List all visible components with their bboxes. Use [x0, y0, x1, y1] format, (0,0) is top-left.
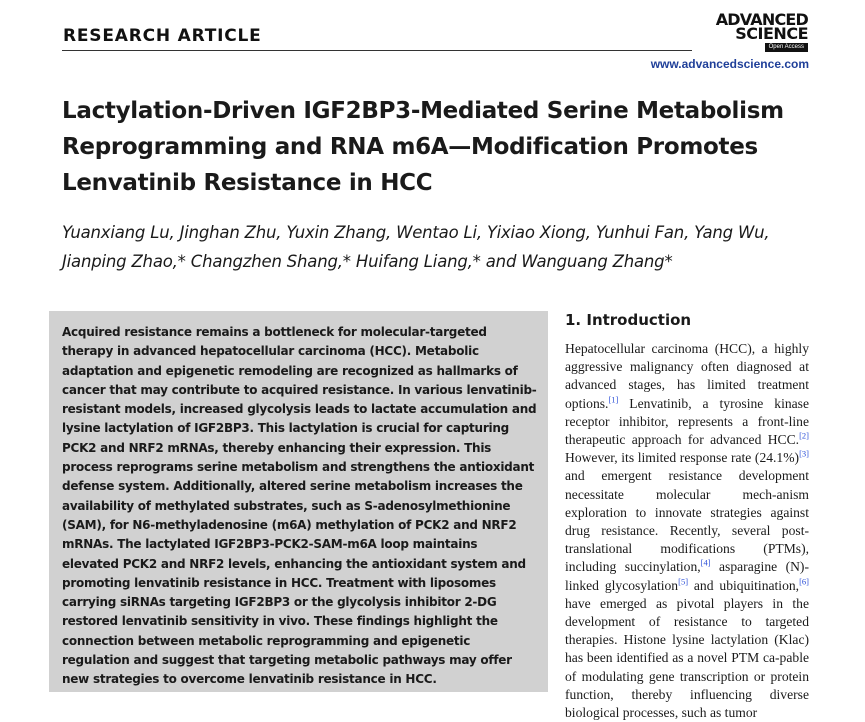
journal-logo[interactable] — [690, 12, 820, 58]
journal-name-line2: SCIENCE — [735, 24, 808, 43]
author-list: Yuanxiang Lu, Jinghan Zhu, Yuxin Zhang, Wentao Li, Yixiao Xiong, Yunhui Fan, Yang Wu, Jianping Zhao,* Changzhen Shang,* Huifang Liang,* and Wanguang Zhang* — [62, 223, 770, 271]
introduction-paragraph — [565, 340, 809, 722]
introduction-heading: 1. Introduction — [565, 311, 692, 329]
intro-text-segment: Hepatocellular carcinoma (HCC), a highly aggressive malignancy often diagnosed at advanced stages, has limited treatment options. — [565, 341, 809, 411]
abstract-text: Acquired resistance remains a bottleneck for molecular-targeted therapy in advanced hepatocellular carcinoma (HCC). Metabolic adaptation and epigenetic remodeling are recognized as hallmarks of cancer that may contribute to acquired resistance. In various lenvatinib-resistant models, increased glycolysis leads to lactate accumulation and lysine lactylation of IGF2BP3. This lactylation is crucial for capturing PCK2 and NRF2 mRNAs, thereby enhancing their expression. This process reprograms serine metabolism and strengthens the antioxidant defense system. Additionally, altered serine metabolism increases the availability of methylated substrates, such as S-adenosylmethionine (SAM), for N6-methyladenosine (m6A) methylation of PCK2 and NRF2 mRNAs. The lactylated IGF2BP3-PCK2-SAM-m6A loop maintains elevated PCK2 and NRF2 levels, enhancing the antioxidant system and promoting lenvatinib resistance in HCC. Treatment with liposomes carrying siRNAs targeting IGF2BP3 or the glycolysis inhibitor 2-DG restored lenvatinib sensitivity in vivo. These findings highlight the connection between metabolic reprogramming and epigenetic regulation and suggest that targeting metabolic pathways may offer new strategies to overcome lenvatinib resistance in HCC. — [62, 325, 537, 687]
section-label: RESEARCH ARTICLE — [63, 26, 262, 46]
journal-name-line1: ADVANCED — [715, 10, 808, 29]
abstract-box — [49, 311, 548, 692]
article-title: Lactylation-Driven IGF2BP3-Mediated Serine Metabolism Reprogramming and RNA m6A—Modification Promotes Lenvatinib Resistance in HCC — [62, 98, 784, 196]
intro-text-segment: asparagine (N)-linked glycosylation — [565, 559, 809, 593]
journal-website-link[interactable]: www.advancedscience.com — [650, 57, 809, 71]
intro-text-segment: However, its limited response rate (24.1%) — [565, 450, 800, 466]
citation-link[interactable]: [6] — [799, 576, 809, 587]
header-divider — [62, 50, 692, 51]
open-access-badge: Open Access — [765, 43, 808, 52]
citation-link[interactable]: [2] — [799, 430, 809, 441]
citation-link[interactable]: [5] — [678, 576, 689, 587]
intro-text-segment: Lenvatinib, a tyrosine kinase receptor inhibitor, represents a front-line therapeutic approach for advanced HCC. — [565, 395, 809, 448]
intro-text-segment: and ubiquitination, — [688, 577, 800, 593]
intro-text-segment: and emergent resistance development necessitate molecular mech-anism exploration to innovate strategies against drug resistance. Recently, several post-translational modifications (PTMs), including succinylation, — [565, 468, 809, 575]
citation-link[interactable]: [1] — [608, 394, 619, 405]
citation-link[interactable]: [3] — [799, 448, 809, 459]
intro-text-segment: have emerged as pivotal players in the development of resistance to targeted therapies. Histone lysine lactylation (Klac) has been identified as a novel PTM ca-pable of modulating gene transcription or protein function, thereby influencing diverse biological processes, such as tumor — [565, 595, 809, 721]
citation-link[interactable]: [4] — [700, 557, 711, 568]
